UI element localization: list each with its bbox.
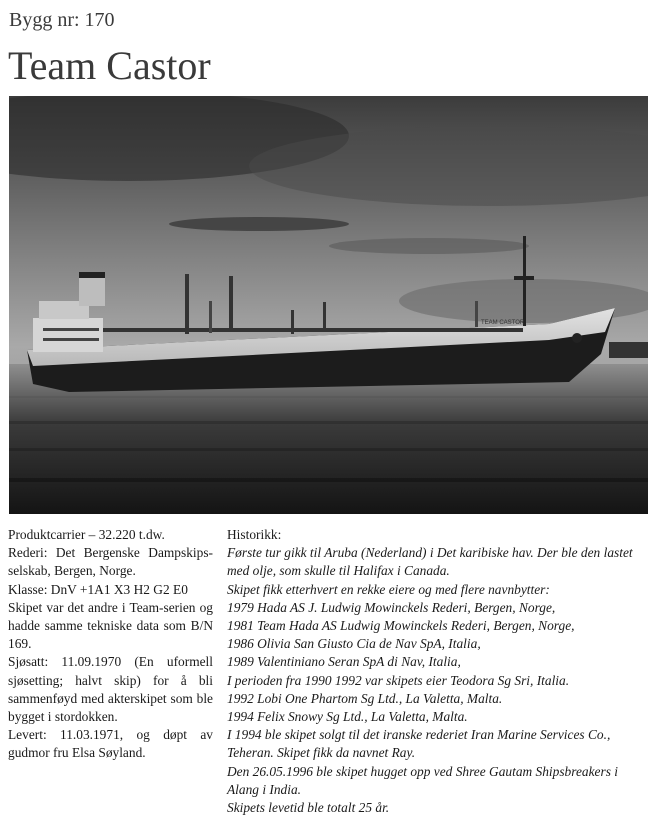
history-line: 1989 Valentiniano Seran SpA di Nav, Italia, bbox=[227, 654, 461, 670]
page-title: Team Castor bbox=[8, 43, 211, 88]
history-line: Skipets levetid ble totalt 25 år. bbox=[227, 800, 390, 816]
build-number: Bygg nr: 170 bbox=[9, 9, 115, 31]
history-section bbox=[227, 526, 653, 817]
history-line: Den 26.05.1996 ble skipet hugget opp ved Shree Gautam Shipsbreakers i Alang i India. bbox=[227, 763, 618, 797]
history-line: I perioden fra 1990 1992 var skipets eier Teodora Sg Sri, Italia. bbox=[227, 672, 570, 688]
spec-owner: Rederi: Det Bergenske Dampskips-selskab, Bergen, Norge. bbox=[8, 545, 213, 579]
tanker-ship-image bbox=[9, 96, 648, 514]
history-line: I 1994 ble skipet solgt til det iranske rederiet Iran Marine Services Co., Teheran. Skipet fikk da navnet Ray. bbox=[227, 727, 611, 761]
history-line: Skipet fikk etterhvert en rekke eiere og med flere navnbytter: bbox=[227, 581, 550, 597]
history-line: 1979 Hada AS J. Ludwig Mowinckels Rederi, Bergen, Norge, bbox=[227, 599, 556, 615]
history-line: 1992 Lobi One Phartom Sg Ltd., La Valetta, Malta. bbox=[227, 690, 503, 706]
spec-class: Klasse: DnV +1A1 X3 H2 G2 E0 bbox=[8, 581, 188, 597]
ship-specs bbox=[8, 526, 213, 763]
spec-series: Skipet var det andre i Team-serien og hadde samme tekniske data som B/N 169. bbox=[8, 599, 213, 652]
history-line: 1986 Olivia San Giusto Cia de Nav SpA, Italia, bbox=[227, 636, 481, 652]
history-line: 1994 Felix Snowy Sg Ltd., La Valetta, Malta. bbox=[227, 709, 468, 725]
spec-type: Produktcarrier – 32.220 t.dw. bbox=[8, 527, 165, 542]
history-heading: Historikk: bbox=[227, 527, 282, 542]
spec-delivered: Levert: 11.03.1971, og døpt av gudmor fru Elsa Søyland. bbox=[8, 727, 213, 761]
history-line: 1981 Team Hada AS Ludwig Mowinckels Rederi, Bergen, Norge, bbox=[227, 618, 575, 634]
spec-launched: Sjøsatt: 11.09.1970 (En uformell sjøsetting; halvt skip) for å bli sammenføyd med akterskipet som ble bygget i stordokken. bbox=[8, 654, 213, 725]
hull-name-text: TEAM CASTOR bbox=[481, 320, 525, 326]
ship-photo bbox=[9, 96, 648, 514]
history-line: Første tur gikk til Aruba (Nederland) i Det karibiske hav. Der ble den lastet med olje, som skulle til Halifax i Canada. bbox=[227, 545, 633, 579]
